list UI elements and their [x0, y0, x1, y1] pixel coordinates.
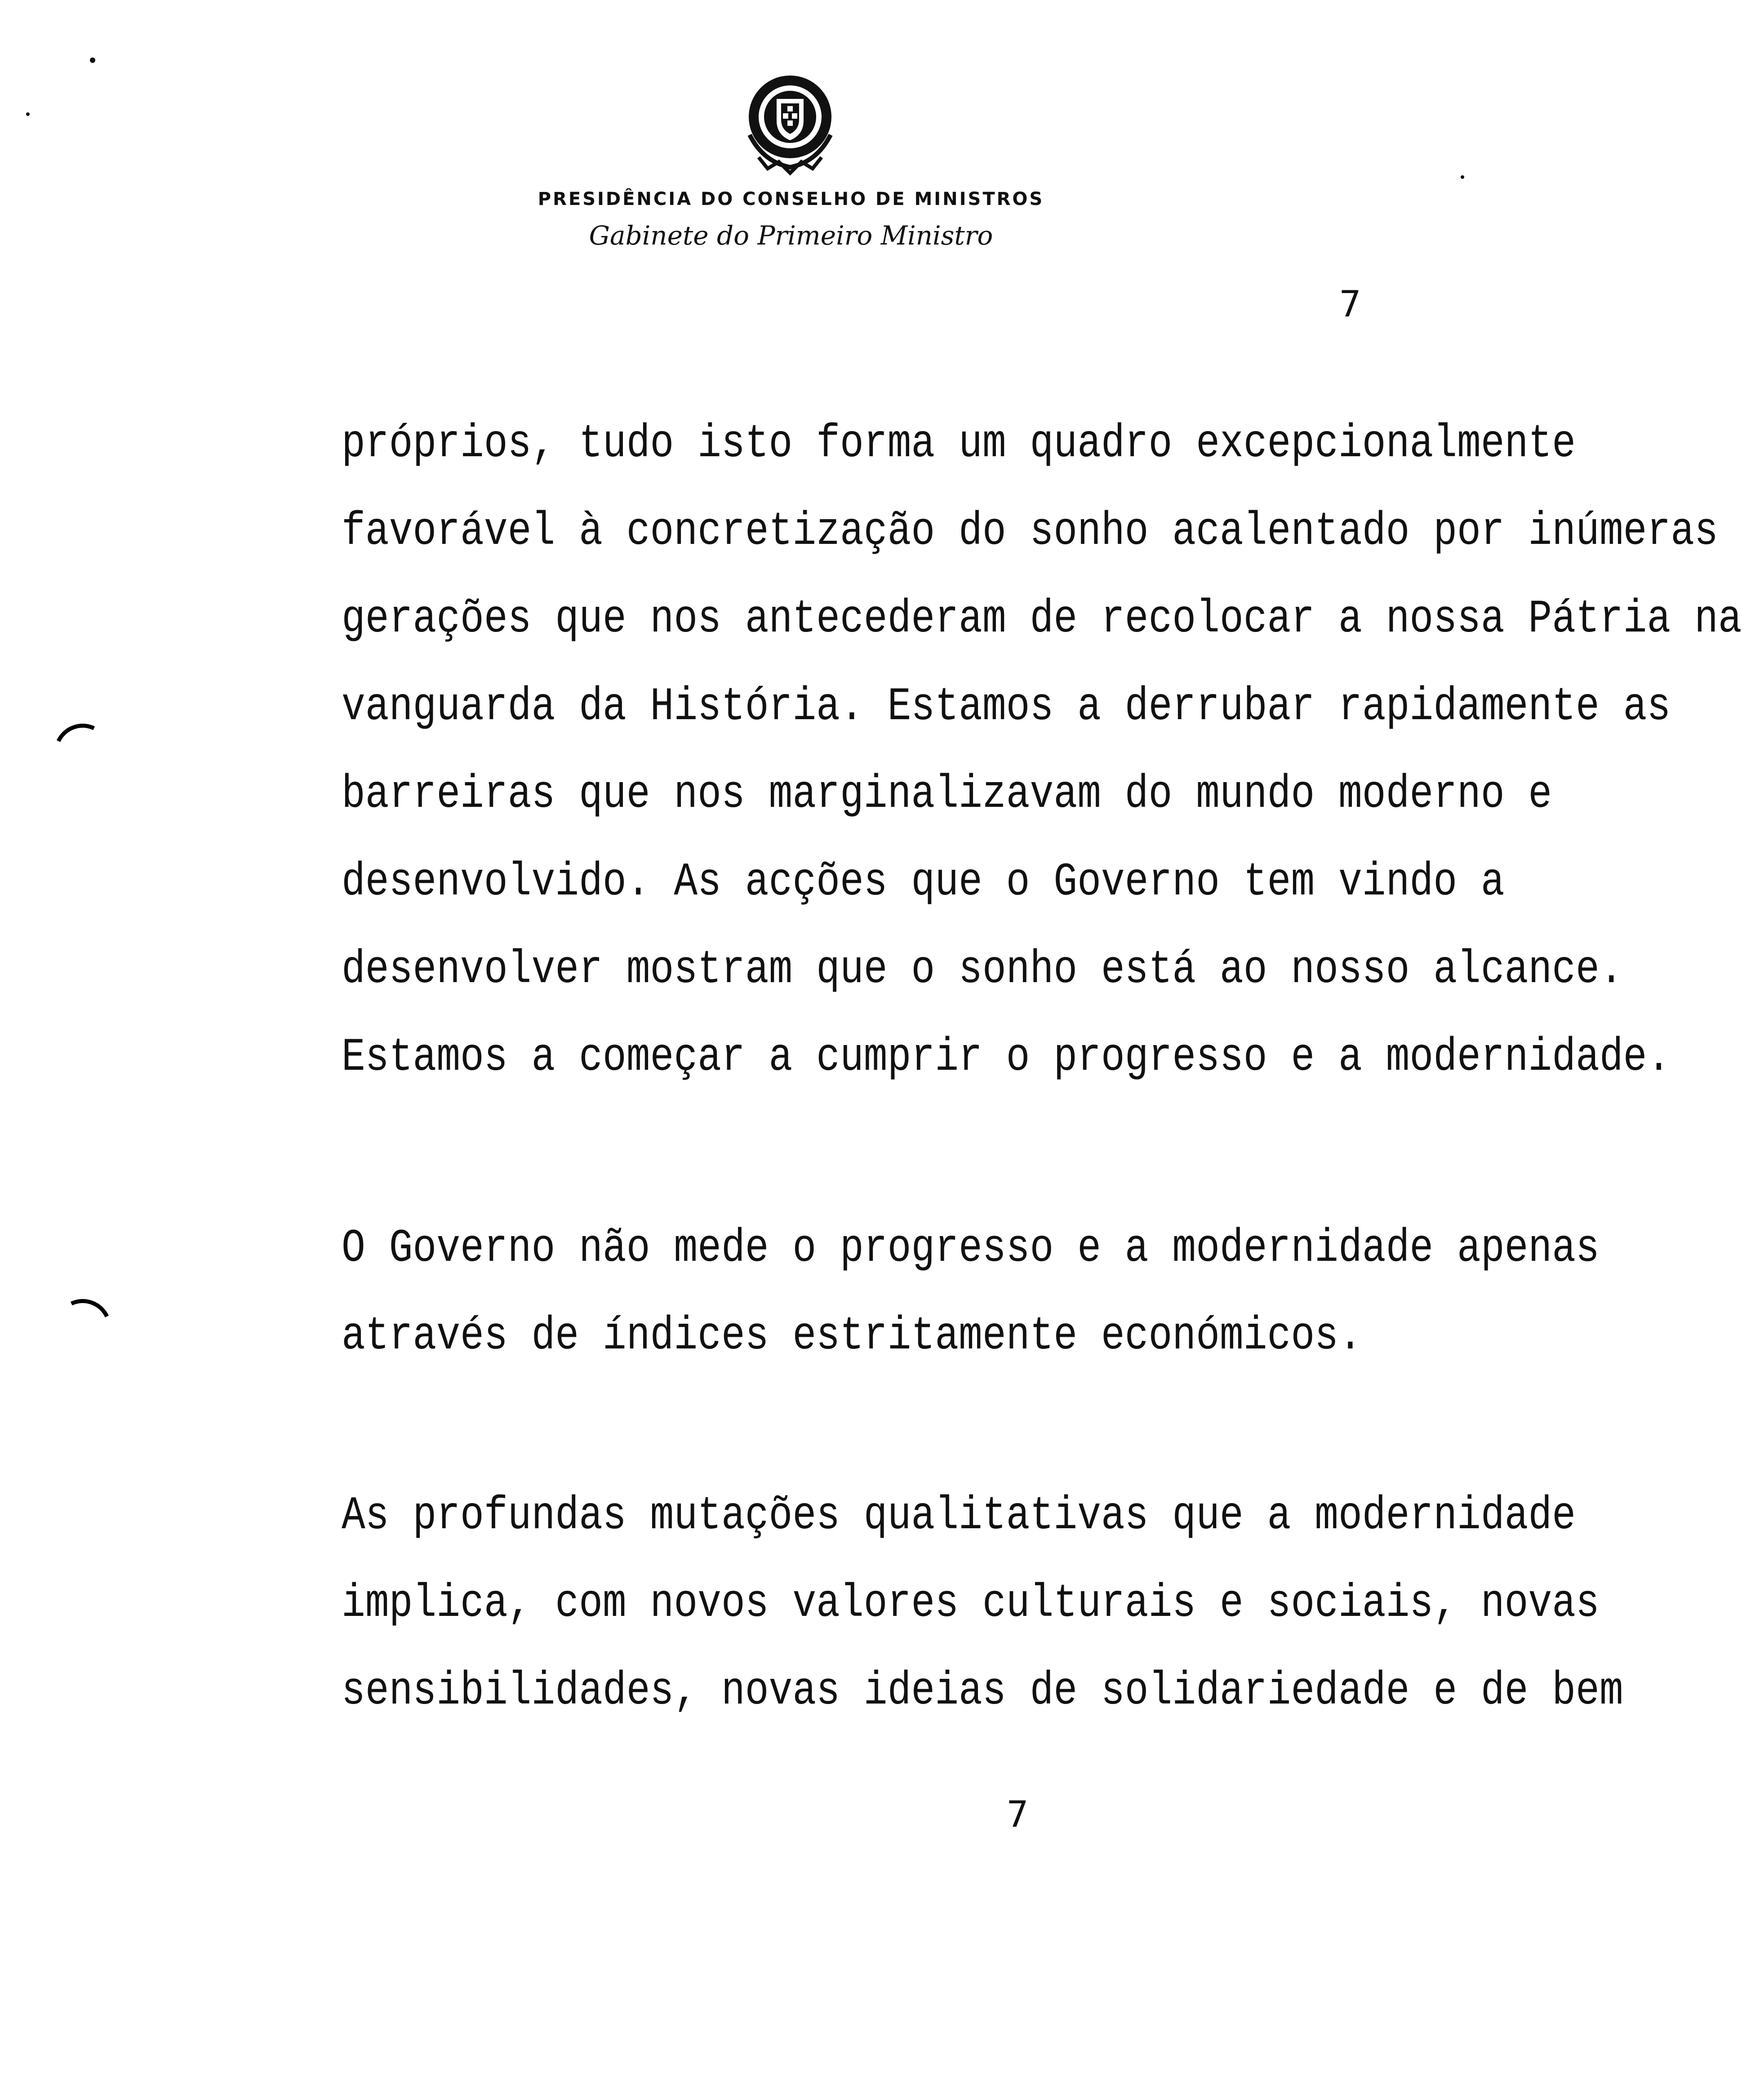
punch-hole-mark [46, 1291, 120, 1365]
paragraph-1-line-5: barreiras que nos marginalizavam do mundo moderno e [342, 769, 1552, 821]
paragraph-2-line-1: O Governo não mede o progresso e a modernidade apenas [342, 1223, 1600, 1275]
letterhead-office-name: PRESIDÊNCIA DO CONSELHO DE MINISTROS [538, 189, 1044, 209]
scan-speck [26, 112, 30, 116]
paragraph-3-line-3: sensibilidades, novas ideias de solidariedade e de bem [342, 1665, 1623, 1718]
paragraph-3-line-1: As profundas mutações qualitativas que a modernidade [342, 1490, 1576, 1543]
paragraph-1-line-4: vanguarda da História. Estamos a derrubar rapidamente as [342, 681, 1671, 734]
coat-of-arms-icon [732, 67, 849, 184]
page-number-bottom: 7 [1007, 1793, 1029, 1835]
paragraph-1-line-7: desenvolver mostram que o sonho está ao nosso alcance. [342, 944, 1623, 997]
paragraph-1-line-1: próprios, tudo isto forma um quadro excepcionalmente [342, 418, 1576, 471]
paragraph-3-line-2: implica, com novos valores culturais e sociais, novas [342, 1578, 1600, 1630]
scan-speck [90, 58, 95, 63]
paragraph-1-line-2: favorável à concretização do sonho acalentado por inúmeras [342, 506, 1718, 558]
scan-speck [1461, 175, 1464, 179]
paragraph-1-line-3: gerações que nos antecederam de recolocar a nossa Pátria na [342, 593, 1742, 646]
paragraph-1-line-6: desenvolvido. As acções que o Governo tem vindo a [342, 856, 1505, 909]
paragraph-2-line-2: através de índices estritamente económicos. [342, 1310, 1362, 1363]
paragraph-1-line-8: Estamos a começar a cumprir o progresso e a modernidade. [342, 1032, 1671, 1084]
punch-hole-mark [46, 716, 120, 789]
letterhead-office-subtitle: Gabinete do Primeiro Ministro [589, 220, 993, 251]
page-number-top: 7 [1339, 283, 1361, 325]
